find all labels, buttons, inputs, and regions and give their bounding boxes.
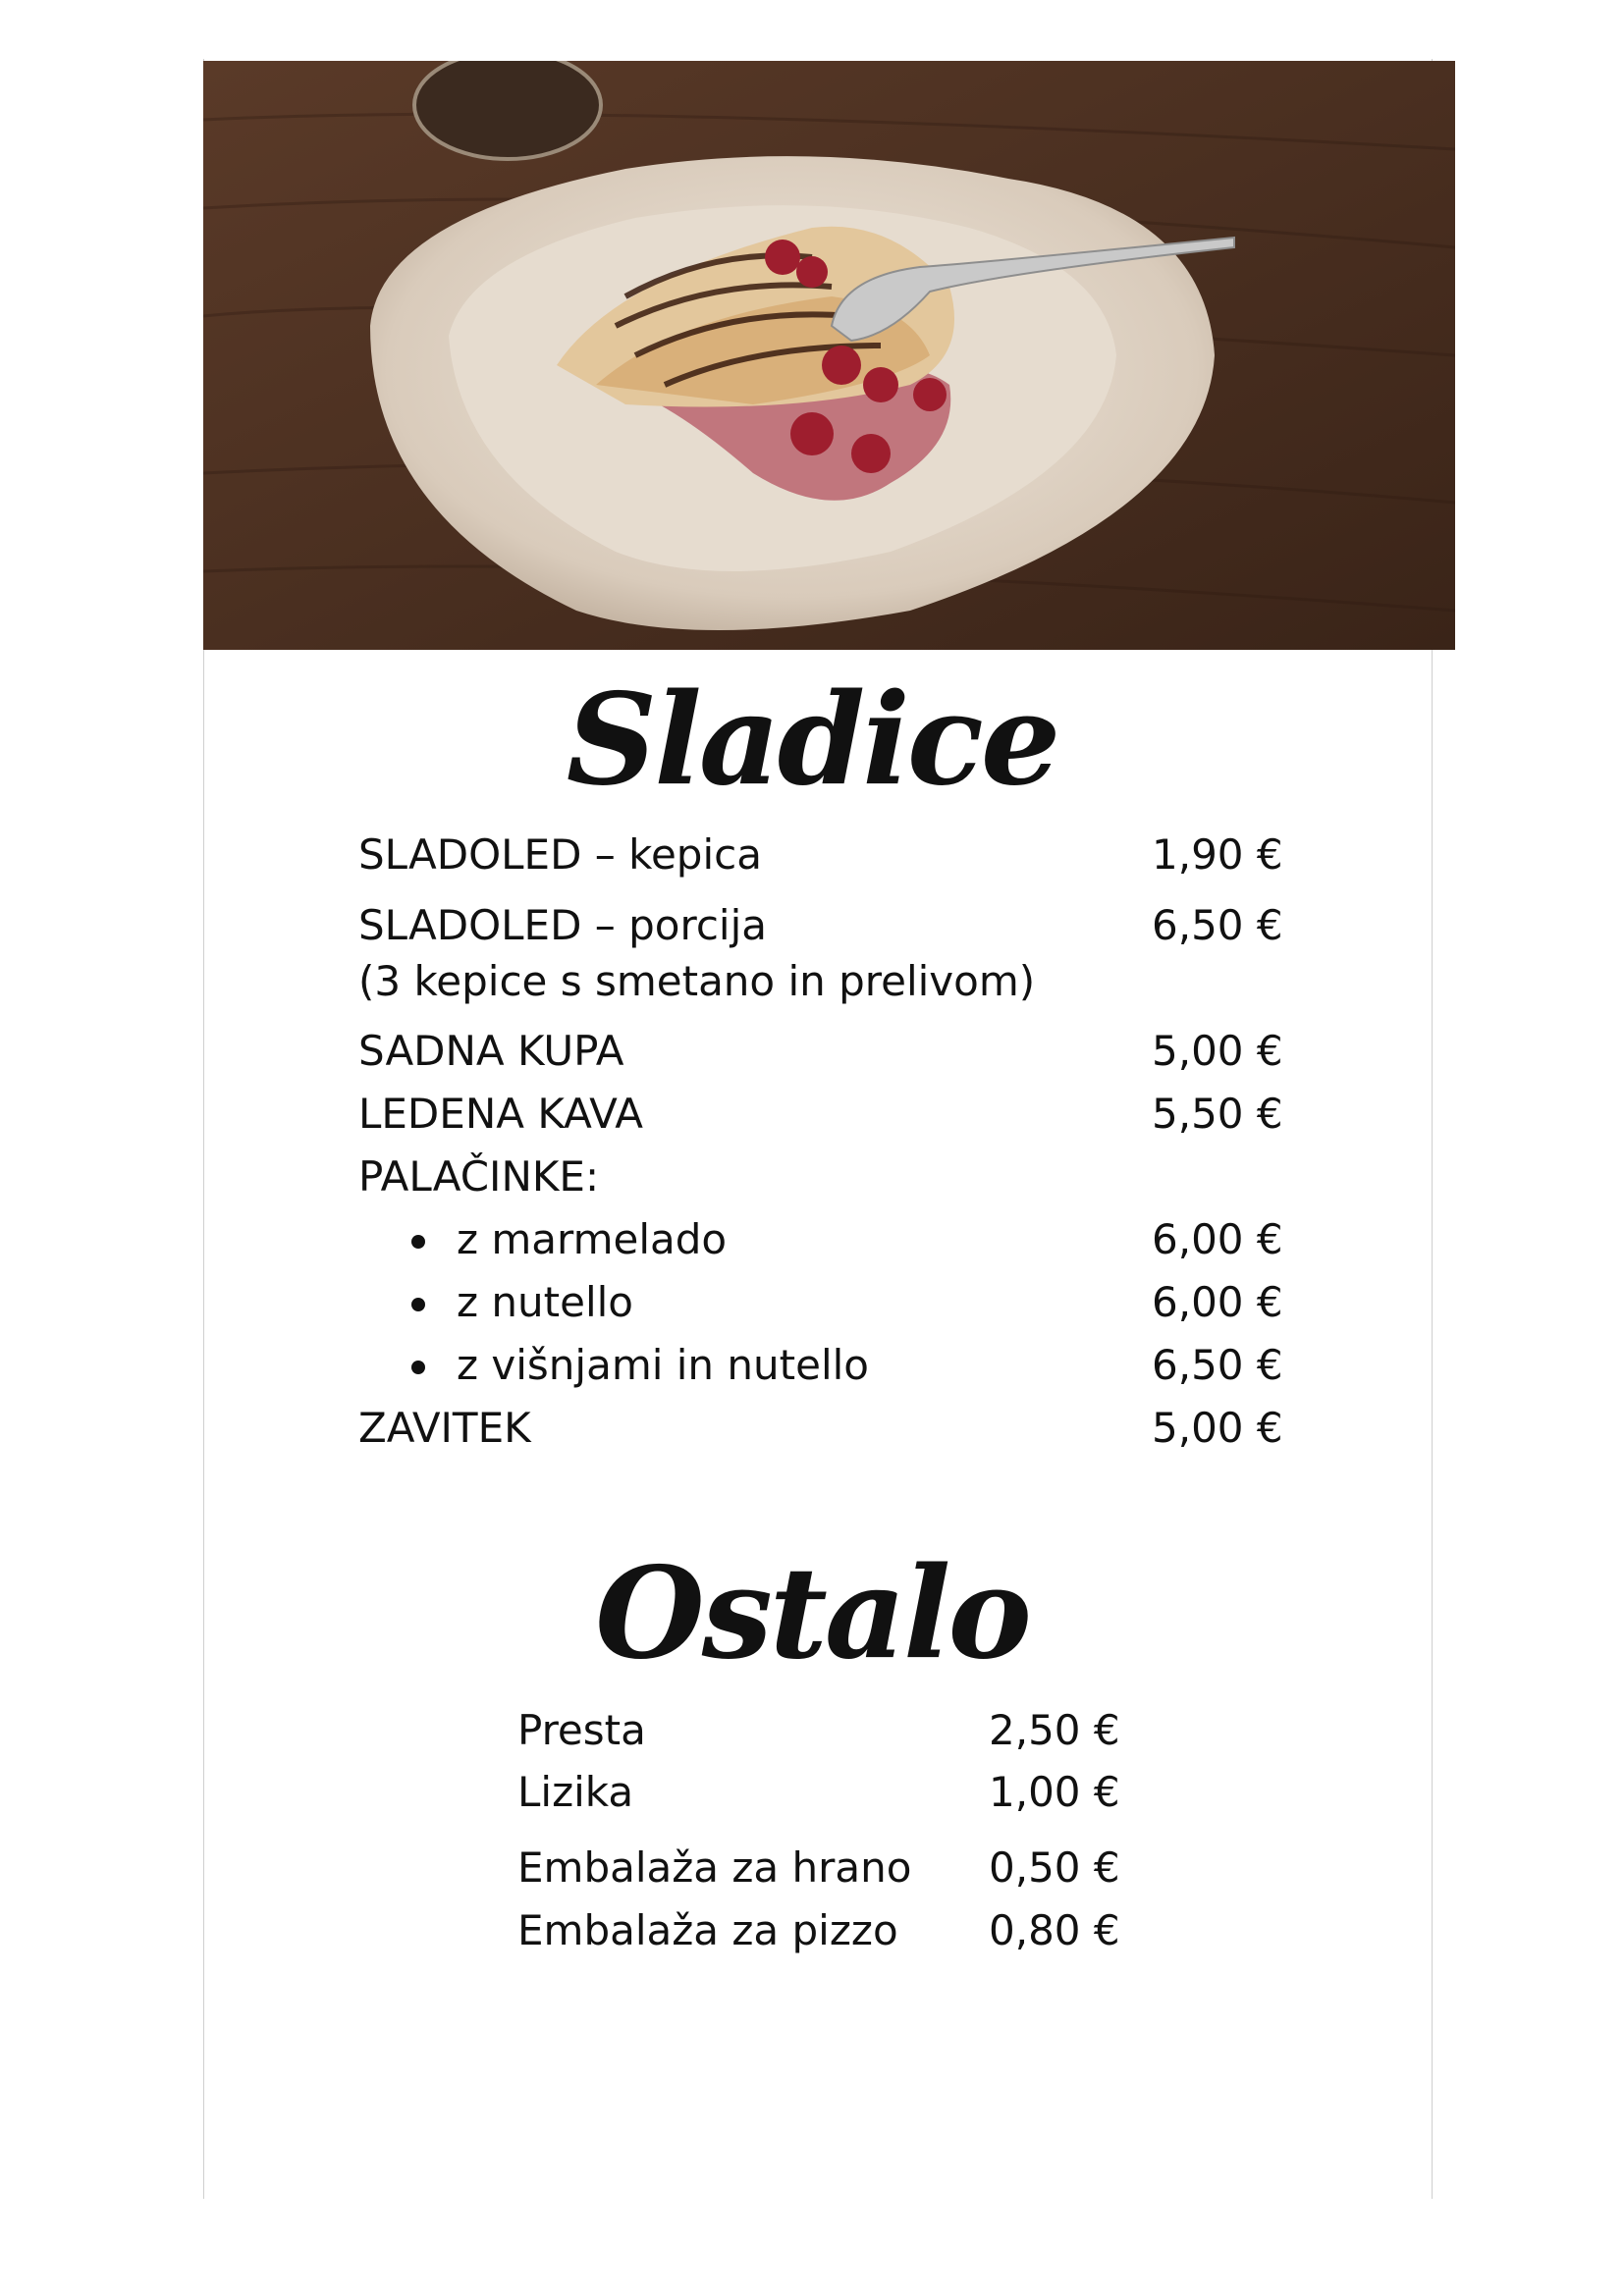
menu-item-name: Lizika bbox=[517, 1768, 634, 1816]
section-title-sladice: Sladice bbox=[566, 667, 1058, 814]
menu-item-price: 2,50 € bbox=[989, 1706, 1120, 1754]
menu-item-name: SLADOLED – kepica bbox=[358, 830, 762, 879]
menu-item-name: z marmelado bbox=[457, 1215, 728, 1263]
menu-item-price: 6,50 € bbox=[1152, 1341, 1283, 1389]
menu-item-note: (3 kepice s smetano in prelivom) bbox=[358, 957, 1036, 1005]
menu-item-price: 6,50 € bbox=[1152, 901, 1283, 949]
bullet-icon bbox=[411, 1235, 425, 1249]
menu-item-name: Embalaža za hrano bbox=[517, 1843, 912, 1892]
menu-item-name: z nutello bbox=[457, 1278, 633, 1326]
menu-item-price: 0,80 € bbox=[989, 1906, 1120, 1954]
section-title-ostalo: Ostalo bbox=[595, 1540, 1029, 1687]
menu-item-price: 6,00 € bbox=[1152, 1278, 1283, 1326]
menu-item-name: SLADOLED – porcija bbox=[358, 901, 768, 949]
bullet-icon bbox=[411, 1298, 425, 1311]
menu-item-name: LEDENA KAVA bbox=[358, 1090, 643, 1138]
menu-item-price: 6,00 € bbox=[1152, 1215, 1283, 1263]
menu-item-name: PALAČINKE: bbox=[358, 1152, 600, 1201]
menu-item-name: Embalaža za pizzo bbox=[517, 1906, 898, 1954]
bullet-icon bbox=[411, 1361, 425, 1374]
menu-item-price: 1,00 € bbox=[989, 1768, 1120, 1816]
menu-item-name: SADNA KUPA bbox=[358, 1027, 624, 1075]
menu-item-name: z višnjami in nutello bbox=[457, 1341, 869, 1389]
menu-item-price: 0,50 € bbox=[989, 1843, 1120, 1892]
menu-item-price: 5,00 € bbox=[1152, 1404, 1283, 1452]
menu-item-price: 5,50 € bbox=[1152, 1090, 1283, 1138]
menu-item-name: ZAVITEK bbox=[358, 1404, 531, 1452]
menu-item-price: 1,90 € bbox=[1152, 830, 1283, 879]
menu-item-name: Presta bbox=[517, 1706, 646, 1754]
crepes-dessert-photo bbox=[203, 61, 1455, 650]
menu-item-price: 5,00 € bbox=[1152, 1027, 1283, 1075]
